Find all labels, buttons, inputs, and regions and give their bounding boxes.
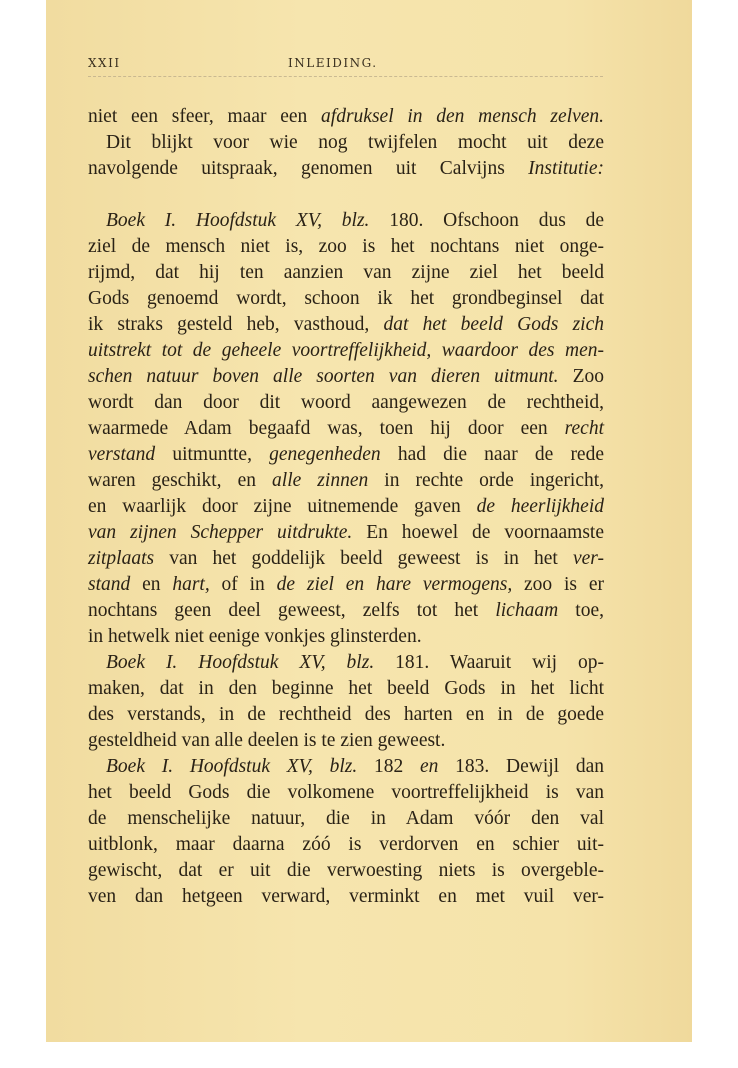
italic-text: schen natuur boven alle soorten van dieren uitmunt. [88, 366, 559, 387]
text-line [88, 806, 604, 832]
text-run: waren geschikt, en [88, 470, 273, 491]
text-run: Dit blijkt voor wie nog twijfelen mocht uit deze [106, 132, 604, 153]
italic-text: stand [88, 574, 131, 595]
text-line [88, 104, 604, 130]
text-run: ik straks gesteld heb, vasthoud, [88, 314, 384, 335]
italic-text: alle zinnen [272, 470, 369, 491]
italic-text: verstand [88, 444, 156, 465]
text-run: de menschelijke natuur, die in Adam vóór den val [88, 808, 604, 829]
text-line [88, 468, 604, 494]
italic-text: genegenheden [269, 444, 381, 465]
text-line [88, 494, 604, 520]
text-line [88, 390, 604, 416]
text-line [88, 572, 604, 598]
text-run: van het goddelijk beeld geweest is in het [154, 548, 573, 569]
text-run: ven dan hetgeen verward, verminkt en met vuil ver- [88, 886, 604, 907]
italic-text: Boek I. Hoofdstuk XV, blz. [106, 756, 358, 777]
text-run: en waarlijk door zijne uitnemende gaven [88, 496, 477, 517]
text-line [88, 286, 604, 312]
blank-line [88, 182, 604, 208]
italic-text: dat het beeld Gods zich [383, 314, 604, 335]
text-line [88, 754, 604, 780]
text-line [88, 260, 604, 286]
italic-text: recht [564, 418, 604, 439]
text-run: of in [209, 574, 277, 595]
page-header [88, 56, 608, 76]
text-run: toe, [558, 600, 604, 621]
italic-text: van zijnen Schepper uitdrukte. [88, 522, 353, 543]
text-line [88, 676, 604, 702]
text-line [88, 728, 604, 754]
italic-text: Boek I. Hoofdstuk XV, blz. [106, 652, 375, 673]
text-run: in rechte orde ingericht, [368, 470, 605, 491]
text-run: had die naar de rede [380, 444, 604, 465]
text-line [88, 416, 604, 442]
text-run: wordt dan door dit woord aangewezen de rechtheid, [88, 392, 604, 413]
text-run: gewischt, dat er uit die verwoesting niets is overgeble- [88, 860, 604, 881]
text-line [88, 598, 604, 624]
text-run: maken, dat in den beginne het beeld Gods in het licht [88, 678, 604, 699]
text-line [88, 234, 604, 260]
italic-text: Institutie: [528, 158, 604, 179]
page-number: XXII [88, 56, 121, 70]
italic-text: uitstrekt tot de geheele voortreffelijkheid, waardoor des men- [88, 340, 604, 361]
text-run: in hetwelk niet eenige vonkjes glinsterden. [88, 626, 422, 647]
italic-text: de ziel en hare vermogens, [276, 574, 513, 595]
text-line [88, 442, 604, 468]
text-run: 181. Waaruit wij op- [374, 652, 604, 673]
body-text [88, 104, 604, 910]
text-run: rijmd, dat hij ten aanzien van zijne ziel het beeld [88, 262, 604, 283]
italic-text: lichaam [495, 600, 559, 621]
text-line [88, 546, 604, 572]
text-run: navolgende uitspraak, genomen uit Calvijns [88, 158, 529, 179]
text-run: En hoewel de voornaamste [352, 522, 604, 543]
text-line [88, 650, 604, 676]
running-title: INLEIDING. [288, 56, 378, 70]
text-run: en [130, 574, 173, 595]
text-run: nochtans geen deel geweest, zelfs tot het [88, 600, 496, 621]
text-run: ziel de mensch niet is, zoo is het nochtans niet onge- [88, 236, 604, 257]
text-line [88, 364, 604, 390]
italic-text: ver- [572, 548, 604, 569]
text-line [88, 858, 604, 884]
text-run: 180. Ofschoon dus de [369, 210, 604, 231]
text-run: waarmede Adam begaafd was, toen hij door een [88, 418, 565, 439]
text-line [88, 338, 604, 364]
text-run: zoo is er [512, 574, 604, 595]
text-line [88, 208, 604, 234]
text-line [88, 884, 604, 910]
text-line [88, 832, 604, 858]
text-run: 183. Dewijl dan [438, 756, 604, 777]
italic-text: de heerlijkheid [476, 496, 604, 517]
italic-text: Boek I. Hoofdstuk XV, blz. [106, 210, 370, 231]
text-run: Gods genoemd wordt, schoon ik het grondbeginsel dat [88, 288, 604, 309]
text-run: des verstands, in de rechtheid des harten en in de goede [88, 704, 604, 725]
text-line [88, 312, 604, 338]
italic-text: en [420, 756, 439, 777]
book-page [46, 0, 692, 1042]
text-run: uitmuntte, [155, 444, 270, 465]
text-line [88, 156, 604, 182]
italic-text: afdruksel in den mensch zelven. [321, 106, 604, 127]
text-run: niet een sfeer, maar een [88, 106, 322, 127]
text-run: het beeld Gods die volkomene voortreffelijkheid is van [88, 782, 604, 803]
text-run: uitblonk, maar daarna zóó is verdorven en schier uit- [88, 834, 604, 855]
text-line [88, 702, 604, 728]
text-run: Zoo [558, 366, 604, 387]
text-run: gesteldheid van alle deelen is te zien geweest. [88, 730, 446, 751]
text-line [88, 624, 604, 650]
text-run: 182 [357, 756, 421, 777]
header-rule [88, 76, 603, 77]
text-line [88, 780, 604, 806]
italic-text: hart, [172, 574, 210, 595]
text-line [88, 130, 604, 156]
italic-text: zitplaats [88, 548, 155, 569]
text-line [88, 520, 604, 546]
